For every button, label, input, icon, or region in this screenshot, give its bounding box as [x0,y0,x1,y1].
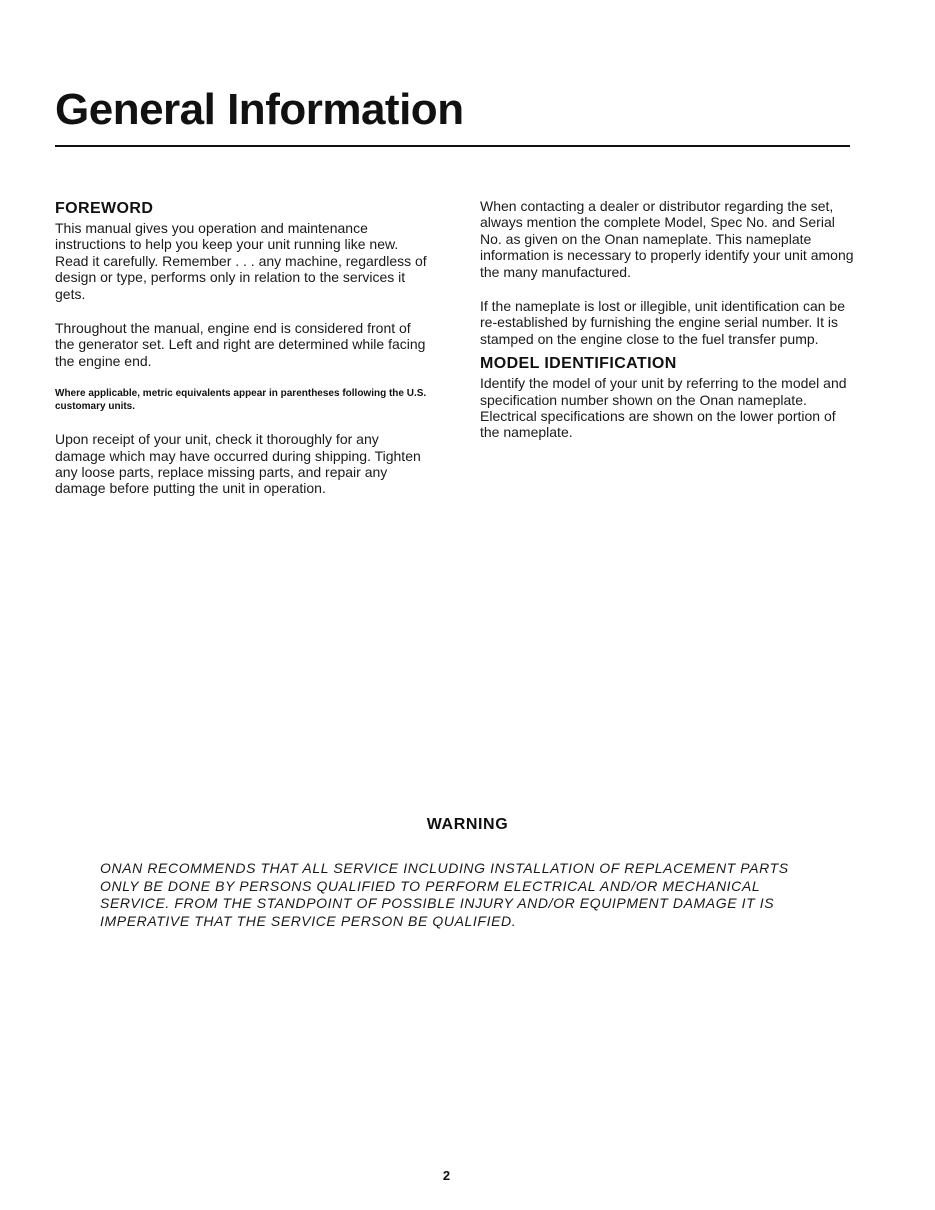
model-identification-paragraph: Identify the model of your unit by referring to the model and specification number shown on the Onan nameplate. Electrical specifications are shown on the lower portion of the nameplate. [480,375,847,441]
foreword-paragraph-3: Upon receipt of your unit, check it thoroughly for any damage which may have occurred during shipping. Tighten any loose parts, replace missing parts, and repair any damage before putting the unit in operation. [55,431,421,497]
right-column [480,198,858,441]
foreword-paragraph-1: This manual gives you operation and maintenance instructions to help you keep your unit running like new. Read it carefully. Remember . . . any machine, regardless of design or type, performs only in relation to the services it gets. [55,220,427,302]
title-divider [55,145,850,147]
metric-note: Where applicable, metric equivalents appear in parentheses following the U.S. customary units. [55,388,427,413]
warning-text: ONAN RECOMMENDS THAT ALL SERVICE INCLUDING INSTALLATION OF REPLACEMENT PARTS ONLY BE DONE BY PERSONS QUALIFIED TO PERFORM ELECTRICAL AND/OR MECHANICAL SERVICE. FROM THE STANDPOINT OF POSSIBLE INJURY AND/OR EQUIPMENT DAMAGE IT IS IMPERATIVE THAT THE SERVICE PERSON BE QUALIFIED. [100,860,789,929]
foreword-paragraph-2: Throughout the manual, engine end is considered front of the generator set. Left and right are determined while facing the engine end. [55,320,426,369]
spacer [55,369,433,387]
model-identification-heading: MODEL IDENTIFICATION [480,355,677,373]
page-number: 2 [442,1168,451,1183]
spacer [55,413,433,431]
warning-heading: WARNING [426,816,509,833]
spacer [480,280,858,298]
nameplate-lost-paragraph: If the nameplate is lost or illegible, unit identification can be re-established by furnishing the engine serial number. It is stamped on the engine close to the fuel transfer pump. [480,298,845,347]
dealer-contact-paragraph: When contacting a dealer or distributor regarding the set, always mention the complete Model, Spec No. and Serial No. as given on the Onan nameplate. This nameplate information is necessary to properly identify your unit among the many manufactured. [480,198,854,280]
foreword-heading: FOREWORD [55,200,154,217]
page-title: General Information [55,85,464,134]
left-column [55,198,433,497]
spacer [55,302,433,320]
